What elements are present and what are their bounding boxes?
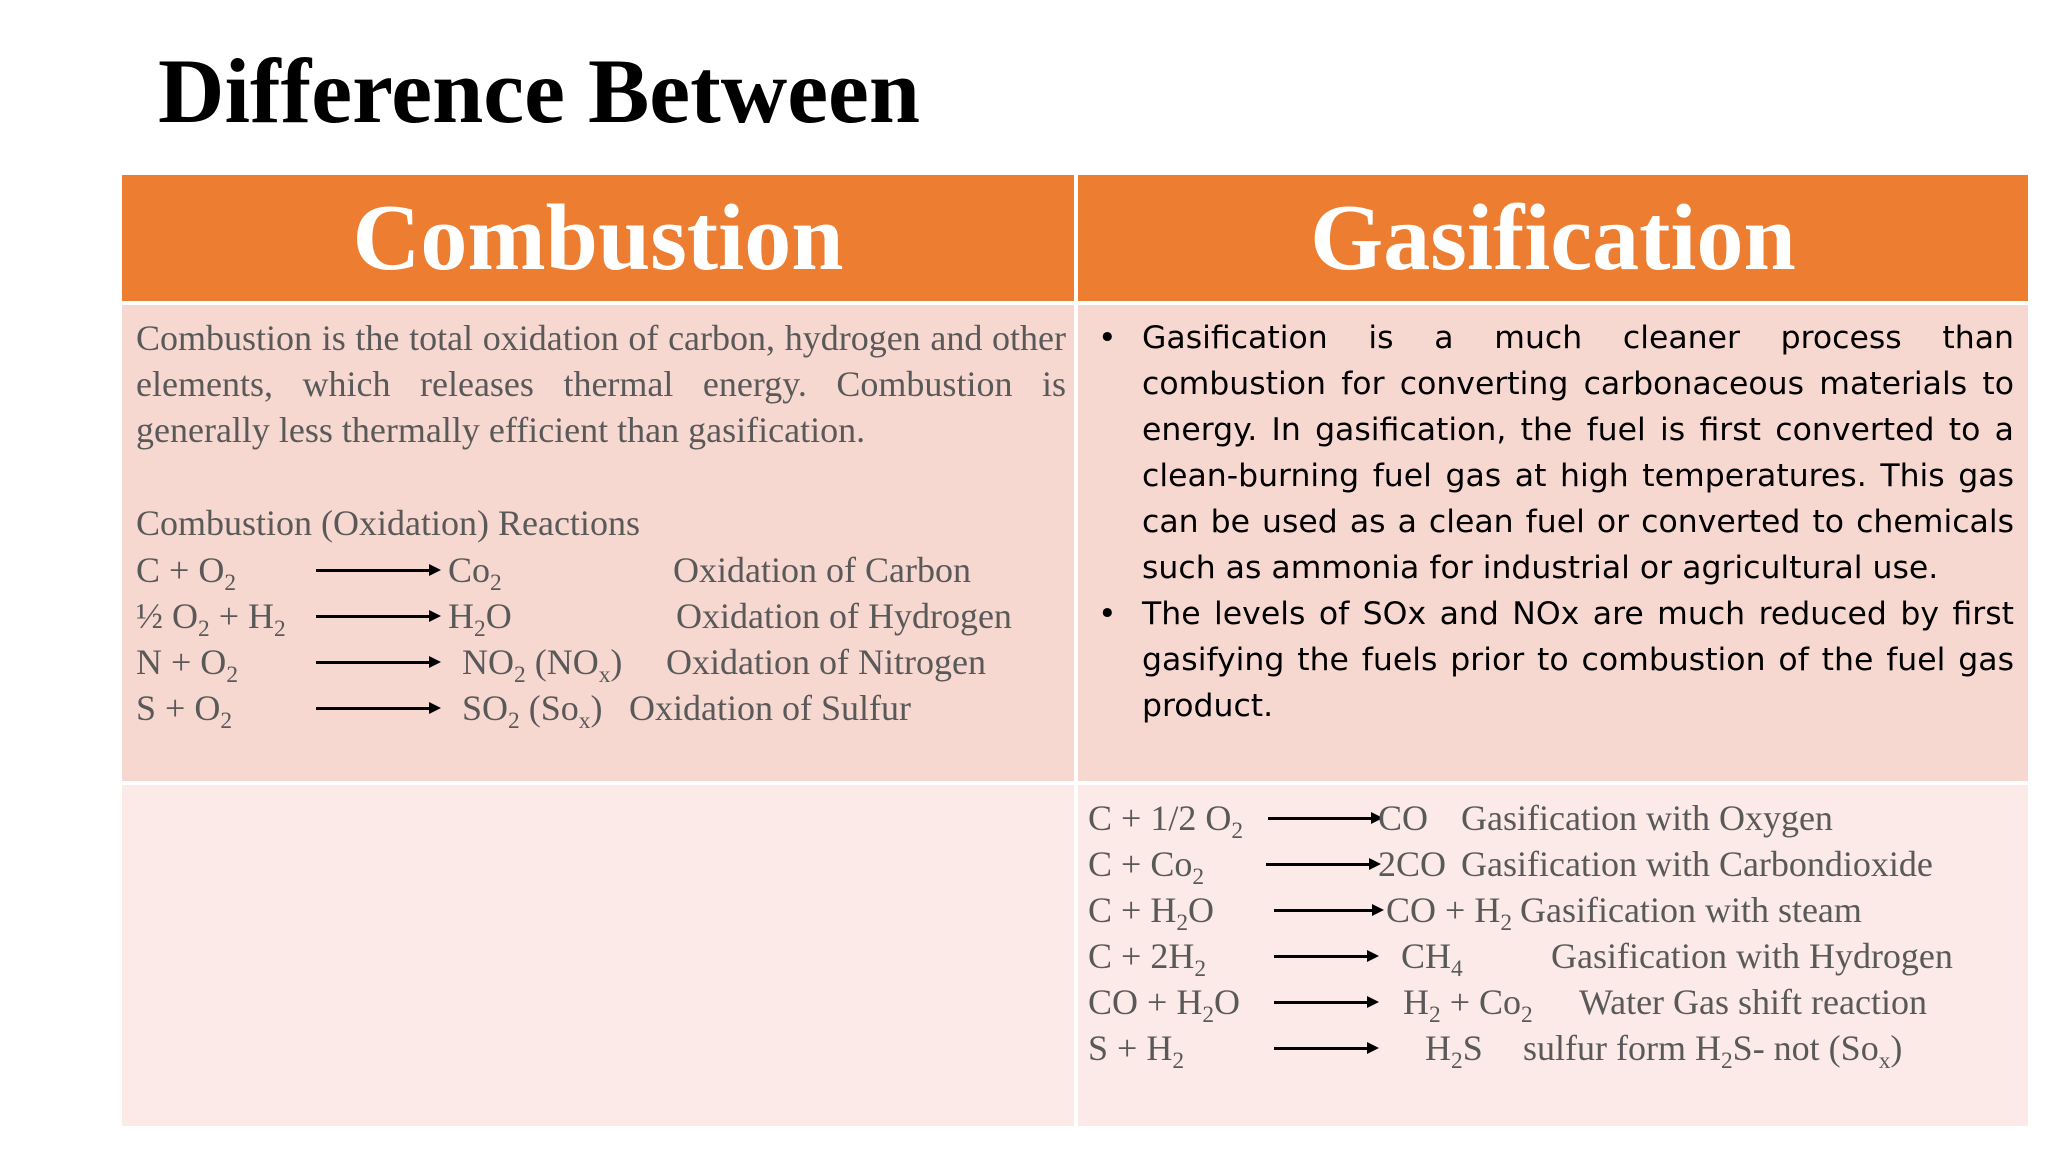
reaction-reactants: $N + O_2$ <box>136 642 239 689</box>
reaction-arrow-icon <box>316 547 441 593</box>
reaction-products: $H_2S$ <box>1425 1028 1483 1075</box>
reaction-row <box>136 685 1066 735</box>
reaction-row <box>1088 1025 2018 1075</box>
reaction-description: Gasification with Hydrogen <box>1551 936 1953 976</box>
reaction-products: $SO_2$ $(So_x)$ <box>462 688 603 735</box>
reaction-description: Oxidation of Carbon <box>673 550 971 590</box>
reaction-arrow-icon <box>1274 1025 1379 1071</box>
reaction-reactants: $S + O_2$ <box>136 688 233 735</box>
reaction-description: Water Gas shift reaction <box>1579 982 1927 1022</box>
empty-cell <box>122 781 1078 1126</box>
reaction-row <box>1088 841 2018 891</box>
reaction-reactants: $S + H_2$ <box>1088 1028 1185 1075</box>
reaction-reactants: $C + 2H_2$ <box>1088 936 1207 983</box>
header-gasification: Gasification <box>1078 175 2028 301</box>
reaction-row <box>136 547 1066 597</box>
gasification-cell <box>1078 301 2028 781</box>
header-combustion: Combustion <box>122 175 1078 301</box>
reaction-row <box>136 639 1066 689</box>
reaction-arrow-icon <box>1274 933 1379 979</box>
reaction-arrow-icon <box>316 639 441 685</box>
combustion-paragraph: Combustion is the total oxidation of carbon, hydrogen and other elements, which releases thermal energy. Combustion is generally less thermally efficient than gasification. <box>136 318 1066 450</box>
reaction-description: Gasification with Carbondioxide <box>1461 844 1933 884</box>
reaction-row <box>1088 979 2018 1029</box>
comparison-table <box>122 175 2028 1126</box>
reaction-products: $H_2O$ <box>448 596 512 643</box>
reaction-row <box>1088 887 2018 937</box>
reaction-reactants: ½ $O_2 + H_2$ <box>136 596 286 643</box>
reaction-reactants: $C + H_2O$ <box>1088 890 1215 937</box>
gasification-bullets <box>1088 315 2014 729</box>
reaction-description: Oxidation of Hydrogen <box>676 596 1012 636</box>
reaction-products: $NO_2$ $(NO_x)$ <box>462 642 623 689</box>
reaction-products: CO <box>1378 798 1429 838</box>
reaction-arrow-icon <box>1274 979 1379 1025</box>
reaction-arrow-icon <box>1266 841 1381 887</box>
reaction-arrow-icon <box>316 593 441 639</box>
combustion-cell <box>122 301 1078 781</box>
reaction-description: Gasification with Oxygen <box>1461 798 1833 838</box>
reaction-reactants: C + 1/2 $O_2$ <box>1088 798 1244 845</box>
reaction-arrow-icon <box>1274 887 1384 933</box>
combustion-reactions-heading: Combustion (Oxidation) Reactions <box>136 503 640 543</box>
slide-title: Difference Between <box>158 40 921 142</box>
reaction-products: CO + $H_2$ <box>1386 890 1513 937</box>
reaction-products: $H_2 + Co_2$ <box>1403 982 1533 1029</box>
reaction-reactants: $C + O_2$ <box>136 550 237 597</box>
reaction-products: $Co_2$ <box>448 550 502 597</box>
reaction-description: Oxidation of Nitrogen <box>666 642 986 682</box>
reaction-description: sulfur form $H_2S-$ not $(So_x)$ <box>1523 1028 1903 1075</box>
reaction-arrow-icon <box>1268 795 1383 841</box>
reaction-description: Gasification with steam <box>1520 890 1862 930</box>
reaction-row <box>1088 795 2018 845</box>
reaction-arrow-icon <box>316 685 441 731</box>
reaction-description: Oxidation of Sulfur <box>629 688 911 728</box>
gasification-bullet: • The levels of SOx and NOx are much reduced by first gasifying the fuels prior to combustion of the fuel gas product. <box>1088 591 2014 729</box>
reaction-products: $CH_4$ <box>1401 936 1463 983</box>
reaction-row <box>136 593 1066 643</box>
gasification-bullet: • Gasification is a much cleaner process than combustion for converting carbonaceous materials to energy. In gasification, the fuel is first converted to a clean-burning fuel gas at high temperatures. This gas can be used as a clean fuel or converted to chemicals such as ammonia for industrial or agricultural use. <box>1088 315 2014 591</box>
reaction-reactants: $C + Co_2$ <box>1088 844 1205 891</box>
reaction-reactants: CO + $H_2O$ <box>1088 982 1241 1029</box>
reaction-row <box>1088 933 2018 983</box>
gasification-reactions-cell <box>1078 781 2028 1126</box>
reaction-products: 2CO <box>1378 844 1447 884</box>
